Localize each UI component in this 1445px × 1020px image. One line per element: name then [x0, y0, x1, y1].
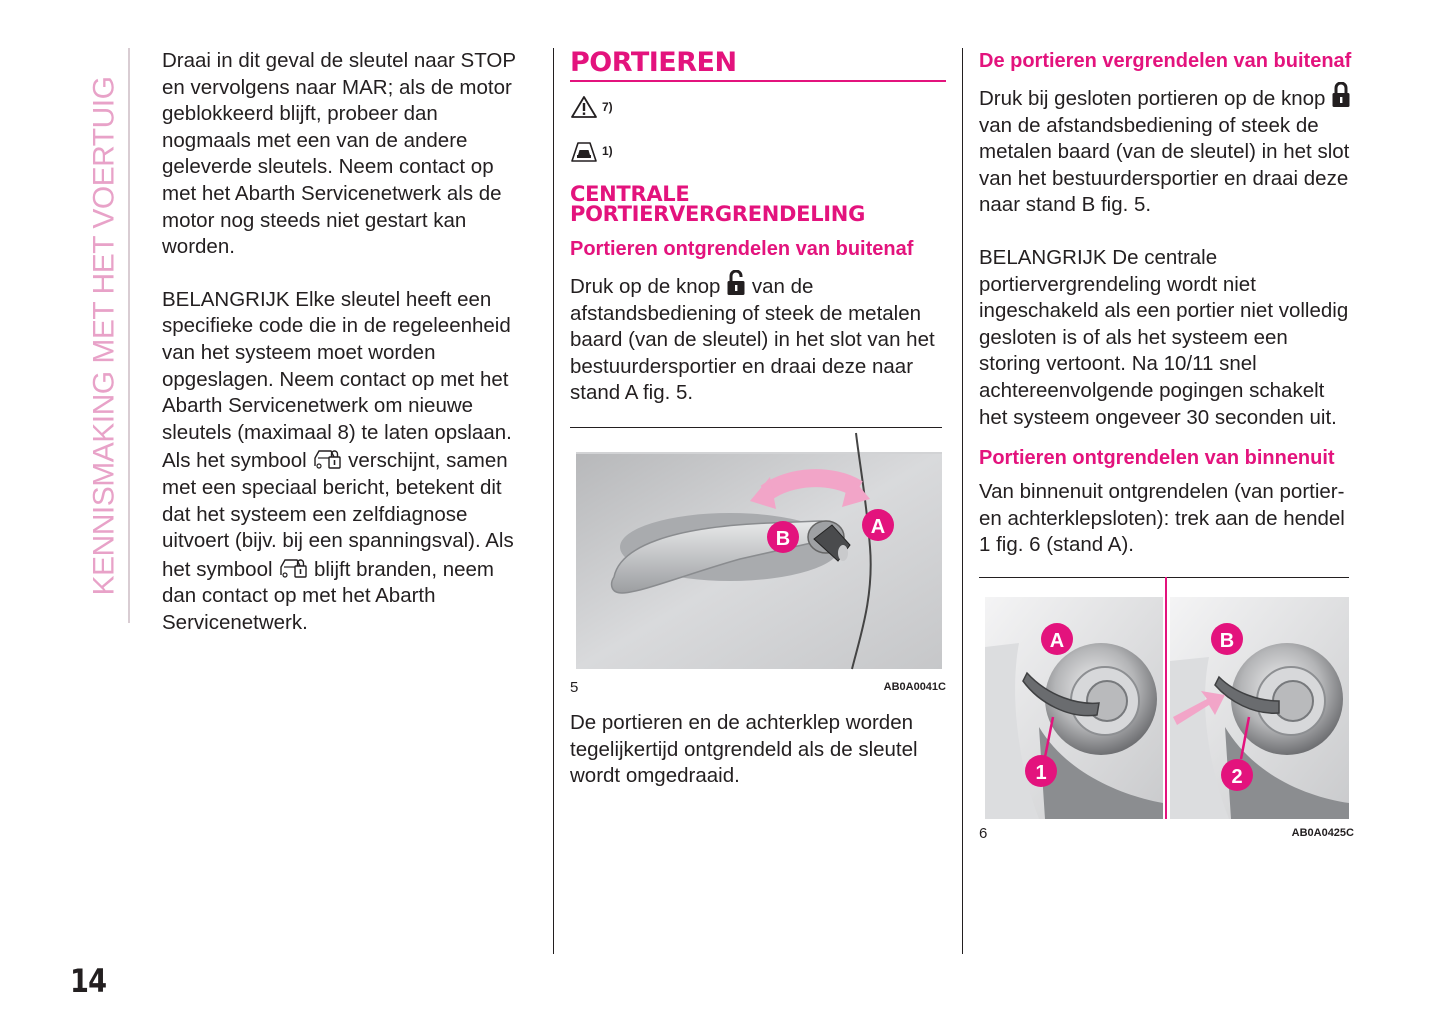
car-note-icon	[570, 139, 598, 163]
figure-number: 5	[570, 678, 579, 696]
figure-code: AB0A0425C	[1291, 827, 1354, 840]
column-divider	[962, 48, 963, 954]
figure-caption	[570, 679, 946, 696]
warning-ref-number: 7)	[602, 100, 613, 114]
warning-triangle-icon	[570, 95, 598, 119]
heading-line: PORTIERVERGRENDELING	[570, 202, 866, 226]
warning-reference	[570, 92, 946, 122]
lock-icon	[1331, 82, 1351, 108]
topic-heading: Portieren ontgrendelen van binnenuit	[979, 447, 1335, 470]
page-number: 14	[70, 962, 107, 1000]
topic-heading: De portieren vergrendelen van buitenaf	[979, 50, 1352, 72]
text: verschijnt, samen met een speciaal bericht, betekent dit dat het systeem een zelfdiagnose uitvoert (bijv. bij een spanningsval). Als het symbool	[162, 449, 514, 581]
paragraph	[162, 287, 532, 637]
text: van de afstandsbediening of steek de metalen baard (van de sleutel) in het slot van het bestuurdersportier en draai deze naar stand B fig. 5.	[979, 113, 1350, 217]
door-handle-illustration	[570, 427, 942, 673]
text: Druk bij gesloten portieren op de knop	[979, 87, 1326, 110]
subsection-heading	[570, 184, 946, 224]
heading-line: CENTRALE	[570, 182, 690, 206]
side-title-text: KENNISMAKING MET HET VOERTUIG	[87, 76, 120, 595]
column-3	[979, 48, 1354, 842]
text: blijft branden, neem dan contact op met het Abarth Servicenetwerk.	[162, 557, 494, 634]
paragraph	[570, 270, 946, 407]
column-1	[162, 48, 532, 636]
paragraph	[979, 82, 1354, 219]
figure-caption	[979, 825, 1354, 842]
text: BELANGRIJK Elke sleutel heeft een specifieke code die in de regeleenheid van het systeem moet worden opgeslagen. Neem contact op met het Abarth Servicenetwerk om nieuwe sleutels (maximaal 8) te laten opslaan. Als het symbool	[162, 287, 512, 473]
note-ref-number: 1)	[602, 144, 613, 158]
text: Druk op de knop	[570, 275, 721, 298]
figure-label-b: B	[775, 527, 791, 550]
figure-label-a: A	[1049, 629, 1065, 652]
unlock-icon	[726, 270, 746, 296]
paragraph: Van binnenuit ontgrendelen (van portier- en achterklepsloten): trek aan de hendel 1 fig. 6 (stand A).	[979, 480, 1345, 557]
section-side-title	[82, 48, 126, 623]
figure-label-b: B	[1219, 629, 1235, 652]
paragraph: BELANGRIJK De centrale portiervergrendeling wordt niet ingeschakeld als een portier niet volledig gesloten is of als het systeem een storing vertoont. Na 10/11 snel achtereenvolgende pogingen schakelt het systeem ongeveer 30 seconden uit.	[979, 245, 1349, 429]
side-divider	[128, 48, 130, 623]
vehicle-note-reference	[570, 136, 946, 166]
figure-label-1: 1	[1035, 761, 1047, 784]
topic-heading: Portieren ontgrendelen van buitenaf	[570, 238, 914, 260]
column-divider	[553, 48, 554, 954]
section-heading: PORTIEREN	[570, 48, 946, 82]
figure-label-a: A	[870, 515, 886, 538]
column-2	[570, 48, 946, 790]
interior-handle-illustration	[979, 577, 1349, 819]
text: van de afstandsbediening of steek de metalen baard (van de sleutel) in het slot van het bestuurdersportier en draai deze naar stand A fig. 5.	[570, 275, 935, 405]
figure-label-2: 2	[1231, 765, 1243, 788]
car-key-warning-icon	[312, 446, 342, 470]
figure-5	[570, 427, 946, 696]
paragraph: De portieren en de achterklep worden tegelijkertijd ontgrendeld als de sleutel wordt omgedraaid.	[570, 710, 918, 788]
paragraph: Draai in dit geval de sleutel naar STOP en vervolgens naar MAR; als de motor geblokkeerd blijft, probeer dan nogmaals met een van de andere geleverde sleutels. Neem contact op met het Abarth Servicenetwerk als de motor nog steeds niet gestart kan worden.	[162, 49, 516, 259]
figure-code: AB0A0041C	[883, 681, 946, 694]
figure-number: 6	[979, 824, 988, 842]
car-key-warning-icon	[278, 555, 308, 579]
figure-6	[979, 577, 1354, 842]
